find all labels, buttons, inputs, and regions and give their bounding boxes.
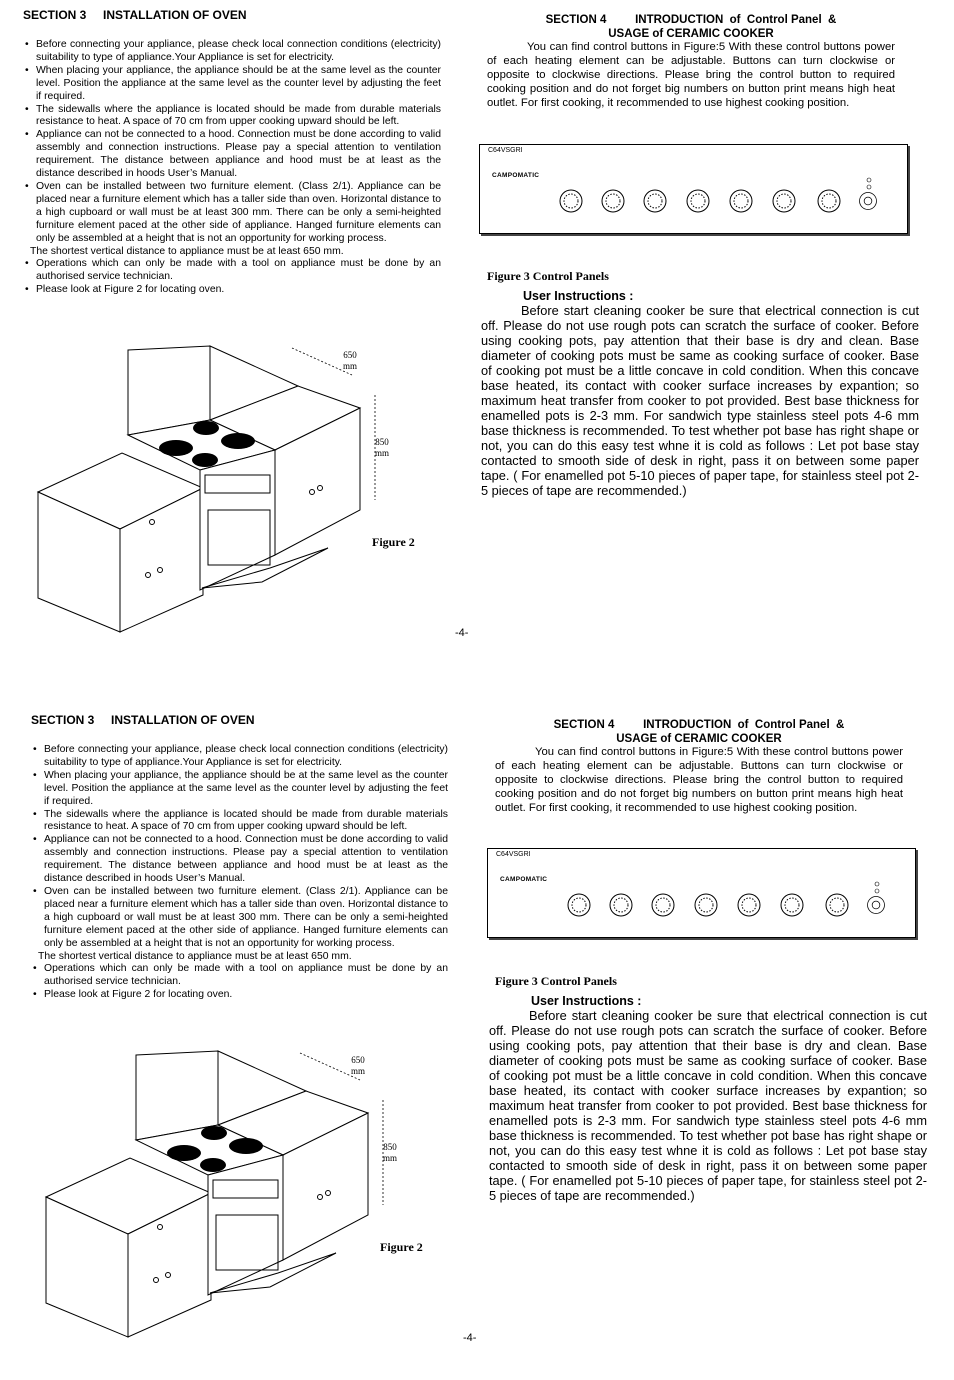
oven-installation-drawing <box>38 1045 458 1340</box>
bullet-item: • Operations which can only be made with a tool on appliance must be done by an authorised service technician. <box>33 963 448 988</box>
knob-icon <box>824 892 850 918</box>
knob-icon <box>771 188 797 214</box>
figure-2-caption: Figure 2 <box>372 535 415 549</box>
dimension-850: 850 mm <box>382 1142 397 1163</box>
knob-icon <box>650 892 676 918</box>
knob-icon <box>693 892 719 918</box>
oven-installation-drawing <box>30 340 450 635</box>
knob-icon <box>642 188 668 214</box>
knob-icon <box>858 191 878 211</box>
page-copy-top <box>0 0 954 675</box>
section4-column <box>495 719 903 816</box>
bullet-item: • Operations which can only be made with a tool on appliance must be done by an authorised service technician. <box>25 258 441 283</box>
user-instructions <box>489 994 927 1203</box>
page-number: -4- <box>455 627 469 639</box>
bullet-item: • The sidewalls where the appliance is located should be made from durable materials resistance to heat. A space of 70 cm from upper cooking upward should be left. <box>25 103 441 128</box>
dimension-650: 650 mm <box>342 350 357 371</box>
user-instructions <box>481 289 919 498</box>
panel-brand: CAMPOMATIC <box>492 172 540 179</box>
figure-2-caption: Figure 2 <box>380 1240 423 1254</box>
section3-column <box>31 713 448 1002</box>
figure-2-oven-installation <box>30 340 450 635</box>
page-number: -4- <box>463 1332 477 1344</box>
bullet-item: • Before connecting your appliance, please check local connection conditions (electricity) suitability to type of appliance.Your Appliance is set for electricity. <box>33 744 448 768</box>
figure-3-caption: Figure 3 Control Panels <box>487 269 609 283</box>
user-instructions-text: Before start cleaning cooker be sure that electrical connection is cut off. Please do not use rough pots can scratch the surface of cooker. Before using cooking pots, pay attention that their base is dry and clean. Base diameter of cooking pots must be same as cooking surface of cooker. Base of cooking pot must be a little concave in cold condition. When this concave base heated, its contact with cooker surface increases by expantion; so maximum heat transfer from cooker to pot provided. Best base thickness for enamelled pots is 2-3 mm. For sandwich type stainless steel pots 4-6 mm base thickness is recommended. To test whether pot base has right shape or not, you can do this easy test whne it is cold as follows : Let pot base stay contacted to smooth side of desk in right, pass it on between some paper tape. ( For enamelled pot 5-10 pieces of paper tape, for stainless steel pot 2-5 pieces of tape are recommended.) <box>481 303 919 498</box>
section4-intro: You can find control buttons in Figure:5 With these control buttons power of each heating element can be adjustable. Buttons can turn clockwise or opposite to clockwise directions. Please bring the control button to required cooking position and do not forget big numbers on button print means high heat outlet. For first cooking, it recommended to use highest cooking position. <box>495 746 903 814</box>
bullet-item: • Oven can be installed between two furniture element. (Class 2/1). Appliance can be placed near a furniture element which has a taller side than oven. Horizontal distance to a high cupboard or wall must be at least 300 mm. There can be only a semi-heighted furniture element paced at the other side of appliance. Hanged furniture elements can only be assembled at a height that is not an opportunity for working process. <box>25 180 441 244</box>
bullet-item: • Please look at Figure 2 for locating oven. <box>25 284 225 296</box>
knob-icon <box>816 188 842 214</box>
knob-icon <box>608 892 634 918</box>
bullet-item: • When placing your appliance, the appliance should be at the same level as the counter level. Position the appliance at the same level as the counter level by adjusting the feet if required. <box>25 64 441 102</box>
knob-icon <box>685 188 711 214</box>
bullet-item: • Before connecting your appliance, please check local connection conditions (electricity) suitability to type of appliance.Your Appliance is set for electricity. <box>25 39 441 63</box>
bullet-item: • Appliance can not be connected to a hood. Connection must be done according to valid assembly and connection instructions. Please pay a special attention to ventilation requirement. The distance between appliance and hood must be at least as the distance described in hoods User’s Manual. <box>25 129 441 180</box>
bullet-item: • When placing your appliance, the appliance should be at the same level as the counter level. Position the appliance at the same level as the counter level by adjusting the feet if required. <box>33 769 448 807</box>
shortest-distance-note: The shortest vertical distance to appliance must be at least 650 mm. <box>30 245 344 257</box>
knob-icon <box>566 892 592 918</box>
section3-title: SECTION 3 INSTALLATION OF OVEN <box>23 8 247 22</box>
section4-intro: You can find control buttons in Figure:5 With these control buttons power of each heating element can be adjustable. Buttons can turn clockwise or opposite to clockwise directions. Please bring the control button to required cooking position and do not forget big numbers on button print means high heat outlet. For first cooking, it recommended to use highest cooking position. <box>487 41 895 109</box>
control-panel <box>479 144 908 234</box>
indicator-lights-icon <box>865 177 873 193</box>
panel-model: C64VSGRI <box>496 851 531 858</box>
knob-icon <box>866 895 886 915</box>
dimension-650: 650 mm <box>350 1055 365 1076</box>
user-instructions-text: Before start cleaning cooker be sure that electrical connection is cut off. Please do not use rough pots can scratch the surface of cooker. Before using cooking pots, pay attention that their base is dry and clean. Base diameter of cooking pots must be same as cooking surface of cooker. Base of cooking pot must be a little concave in cold condition. When this concave base heated, its contact with cooker surface increases by expantion; so maximum heat transfer from cooker to pot provided. Best base thickness for enamelled pots is 2-3 mm. For sandwich type stainless steel pots 4-6 mm base thickness is recommended. To test whether pot base has right shape or not, you can do this easy test whne it is cold as follows : Let pot base stay contacted to smooth side of desk in right, pass it on between some paper tape. ( For enamelled pot 5-10 pieces of paper tape, for stainless steel pot 2-5 pieces of tape are recommended.) <box>489 1008 927 1203</box>
bullet-item: • Please look at Figure 2 for locating oven. <box>33 989 233 1001</box>
panel-model: C64VSGRI <box>488 147 523 154</box>
figure-3-caption: Figure 3 Control Panels <box>495 974 617 988</box>
section4-column <box>487 14 895 111</box>
shortest-distance-note: The shortest vertical distance to appliance must be at least 650 mm. <box>38 950 352 962</box>
knob-icon <box>736 892 762 918</box>
page-copy-bottom <box>0 705 954 1380</box>
section4-title: SECTION 4 INTRODUCTION of Control Panel & USAGE of CERAMIC COOKER <box>545 14 837 40</box>
section3-column <box>23 8 441 297</box>
bullet-item: • The sidewalls where the appliance is located should be made from durable materials resistance to heat. A space of 70 cm from upper cooking upward should be left. <box>33 808 448 833</box>
control-panel <box>487 848 916 938</box>
knob-icon <box>558 188 584 214</box>
indicator-lights-icon <box>873 881 881 897</box>
knob-icon <box>779 892 805 918</box>
user-instructions-title: User Instructions : <box>531 994 642 1008</box>
knob-icon <box>600 188 626 214</box>
user-instructions-title: User Instructions : <box>523 289 634 303</box>
section4-title: SECTION 4 INTRODUCTION of Control Panel & USAGE of CERAMIC COOKER <box>553 719 845 745</box>
section3-title: SECTION 3 INSTALLATION OF OVEN <box>31 713 255 727</box>
knob-icon <box>728 188 754 214</box>
bullet-item: • Appliance can not be connected to a hood. Connection must be done according to valid assembly and connection instructions. Please pay a special attention to ventilation requirement. The distance between appliance and hood must be at least as the distance described in hoods User’s Manual. <box>33 834 448 885</box>
figure-2-oven-installation <box>38 1045 458 1340</box>
bullet-item: • Oven can be installed between two furniture element. (Class 2/1). Appliance can be placed near a furniture element which has a taller side than oven. Horizontal distance to a high cupboard or wall must be at least 300 mm. There can be only a semi-heighted furniture element paced at the other side of appliance. Hanged furniture elements can only be assembled at a height that is not an opportunity for working process. <box>33 885 448 949</box>
dimension-850: 850 mm <box>374 437 389 458</box>
panel-brand: CAMPOMATIC <box>500 876 548 883</box>
